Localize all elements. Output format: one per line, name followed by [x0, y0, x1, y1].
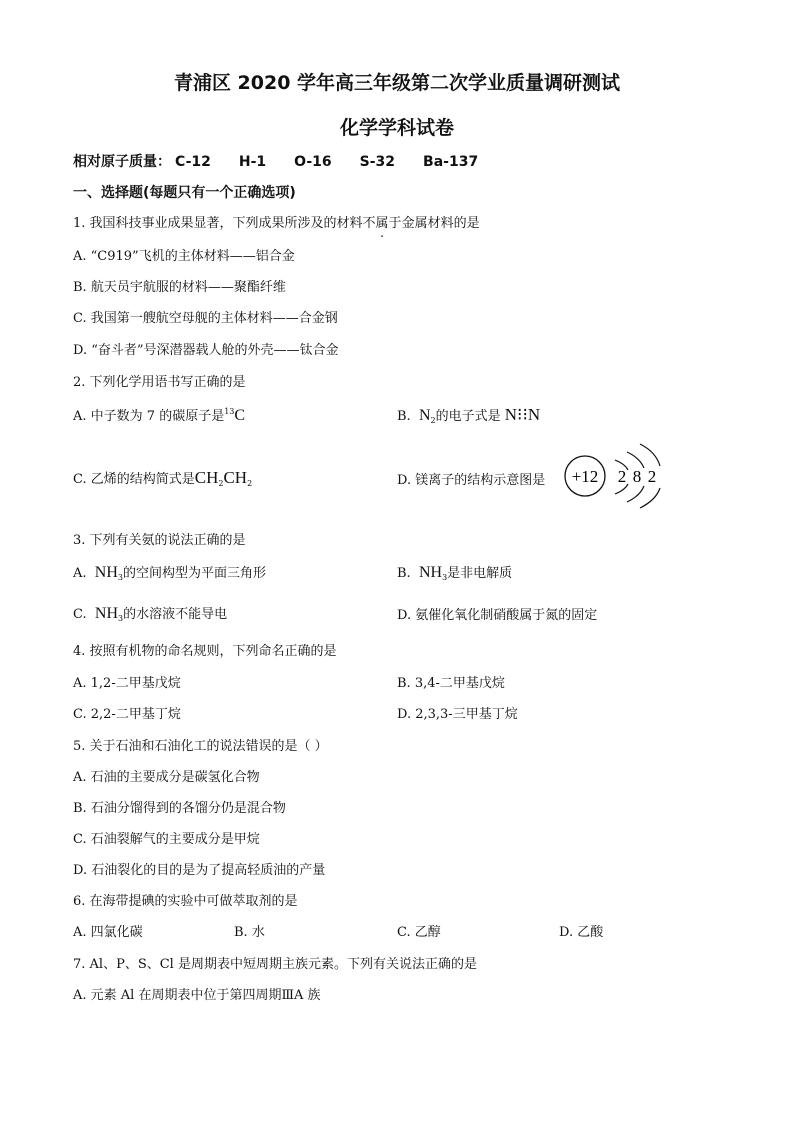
q1-stem-part-a: 1. 我国科技事业成果显著，下列成果所涉及的材料 — [73, 216, 363, 231]
q3-b-text: 是非电解质 — [447, 566, 513, 581]
q3-option-b — [397, 562, 512, 582]
atomic-mass-label: 相对原子质量： — [73, 154, 171, 170]
q2-c-formula-1: CH — [194, 468, 219, 487]
q2-b-formula: N⁝⁝N — [504, 405, 541, 424]
q2-c-formula-2: CH — [223, 468, 248, 487]
atomic-mass-s: S-32 — [359, 154, 396, 170]
q2-b-text: 的电子式是 — [435, 409, 501, 424]
q3-a-nh: NH — [94, 564, 118, 581]
q3-c-text: 的水溶液不能导电 — [123, 607, 228, 622]
shell-3-count: 2 — [647, 467, 657, 486]
q2-c-text: C. 乙烯的结构简式是 — [73, 472, 195, 487]
shell-2-arc-top — [627, 452, 644, 468]
question-4-stem: 4. 按照有机物的命名规则，下列命名正确的是 — [73, 644, 337, 659]
q2-a-text: A. 中子数为 7 的碳原子是 — [73, 409, 225, 424]
nucleus-charge: +12 — [571, 467, 599, 486]
q5-option-d: D. 石油裂化的目的是为了提高轻质油的产量 — [73, 863, 326, 878]
q3-a-text: 的空间构型为平面三角形 — [123, 566, 267, 581]
q1-emphasis: 不属于 — [362, 216, 402, 231]
q2-c-sub-2: 2 — [247, 479, 253, 488]
q2-option-a — [73, 405, 245, 425]
q6-option-d: D. 乙酸 — [559, 925, 604, 940]
question-7-stem: 7. Al、P、S、Cl 是周期表中短周期主族元素。下列有关说法正确的是 — [73, 957, 477, 972]
q5-option-a: A. 石油的主要成分是碳氢化合物 — [73, 770, 260, 785]
shell-2-arc-bottom — [627, 486, 644, 502]
shell-3-arc-bottom — [640, 488, 660, 508]
q5-option-b: B. 石油分馏得到的各馏分仍是混合物 — [73, 801, 286, 816]
q2-a-symbol: C — [234, 407, 246, 424]
question-5-stem: 5. 关于石油和石油化工的说法错误的是（ ） — [73, 739, 328, 754]
q5-option-c: C. 石油裂解气的主要成分是甲烷 — [73, 832, 260, 847]
q1-option-b: B. 航天员宇航服的材料——聚酯纤维 — [73, 280, 286, 295]
q2-option-c — [73, 468, 252, 488]
q3-option-c — [73, 603, 227, 623]
q7-option-a: A. 元素 Al 在周期表中位于第四周期ⅢA 族 — [73, 988, 321, 1003]
q3-b-sub: 3 — [442, 573, 448, 582]
q2-option-b — [397, 405, 540, 425]
q2-b-sub: 2 — [430, 416, 436, 425]
q3-b-nh: NH — [418, 564, 443, 581]
magnesium-ion-diagram — [560, 440, 670, 510]
atomic-mass-line — [73, 151, 478, 171]
shell-2-count: 8 — [632, 467, 642, 486]
q3-c-nh: NH — [94, 605, 118, 622]
shell-1-count: 2 — [617, 467, 627, 486]
q1-stem-part-b: 金属材料的是 — [401, 216, 480, 231]
question-2-stem: 2. 下列化学用语书写正确的是 — [73, 375, 246, 390]
q3-c-label: C. — [73, 607, 87, 622]
shell-3-arc-top — [640, 444, 660, 466]
q3-a-label: A. — [73, 566, 87, 581]
q3-a-sub: 3 — [117, 573, 123, 582]
atomic-mass-h: H-1 — [238, 154, 267, 170]
q4-option-a: A. 1,2-二甲基戊烷 — [73, 676, 181, 691]
q3-c-sub: 3 — [118, 614, 124, 623]
q4-option-c: C. 2,2-二甲基丁烷 — [73, 707, 181, 722]
q6-option-b: B. 水 — [234, 925, 265, 940]
q3-b-label: B. — [397, 566, 411, 581]
q1-option-a: A. “C919”飞机的主体材料——铝合金 — [73, 249, 295, 264]
question-6-stem: 6. 在海带提碘的实验中可做萃取剂的是 — [73, 894, 298, 909]
section-heading: 一、选择题(每题只有一个正确选项) — [73, 185, 296, 201]
q3-option-a — [73, 562, 266, 582]
q2-b-n: N — [418, 407, 431, 424]
q2-b-label: B. — [397, 409, 411, 424]
q4-option-d: D. 2,3,3-三甲基丁烷 — [397, 707, 518, 722]
q3-option-d: D. 氨催化氧化制硝酸属于氮的固定 — [397, 608, 598, 623]
q1-option-d: D. “奋斗者”号深潜器载人舱的外壳——钛合金 — [73, 343, 339, 358]
q6-option-c: C. 乙醇 — [397, 925, 441, 940]
q4-option-b: B. 3,4-二甲基戊烷 — [397, 676, 505, 691]
atomic-mass-ba: Ba-137 — [423, 154, 479, 170]
q6-option-a: A. 四氯化碳 — [73, 925, 143, 940]
exam-subtitle: 化学学科试卷 — [339, 117, 454, 139]
q2-c-sub-1: 2 — [218, 479, 224, 488]
atomic-mass-o: O-16 — [294, 154, 332, 170]
q2-option-d: D. 镁离子的结构示意图是 — [397, 473, 546, 488]
question-1-stem — [73, 212, 480, 231]
atomic-mass-c: C-12 — [175, 154, 211, 170]
exam-title: 青浦区 2020 学年高三年级第二次学业质量调研测试 — [173, 72, 621, 94]
q1-option-c: C. 我国第一艘航空母舰的主体材料——合金钢 — [73, 311, 338, 326]
question-3-stem: 3. 下列有关氨的说法正确的是 — [73, 533, 246, 548]
q2-a-mass-number: 13 — [224, 407, 235, 416]
